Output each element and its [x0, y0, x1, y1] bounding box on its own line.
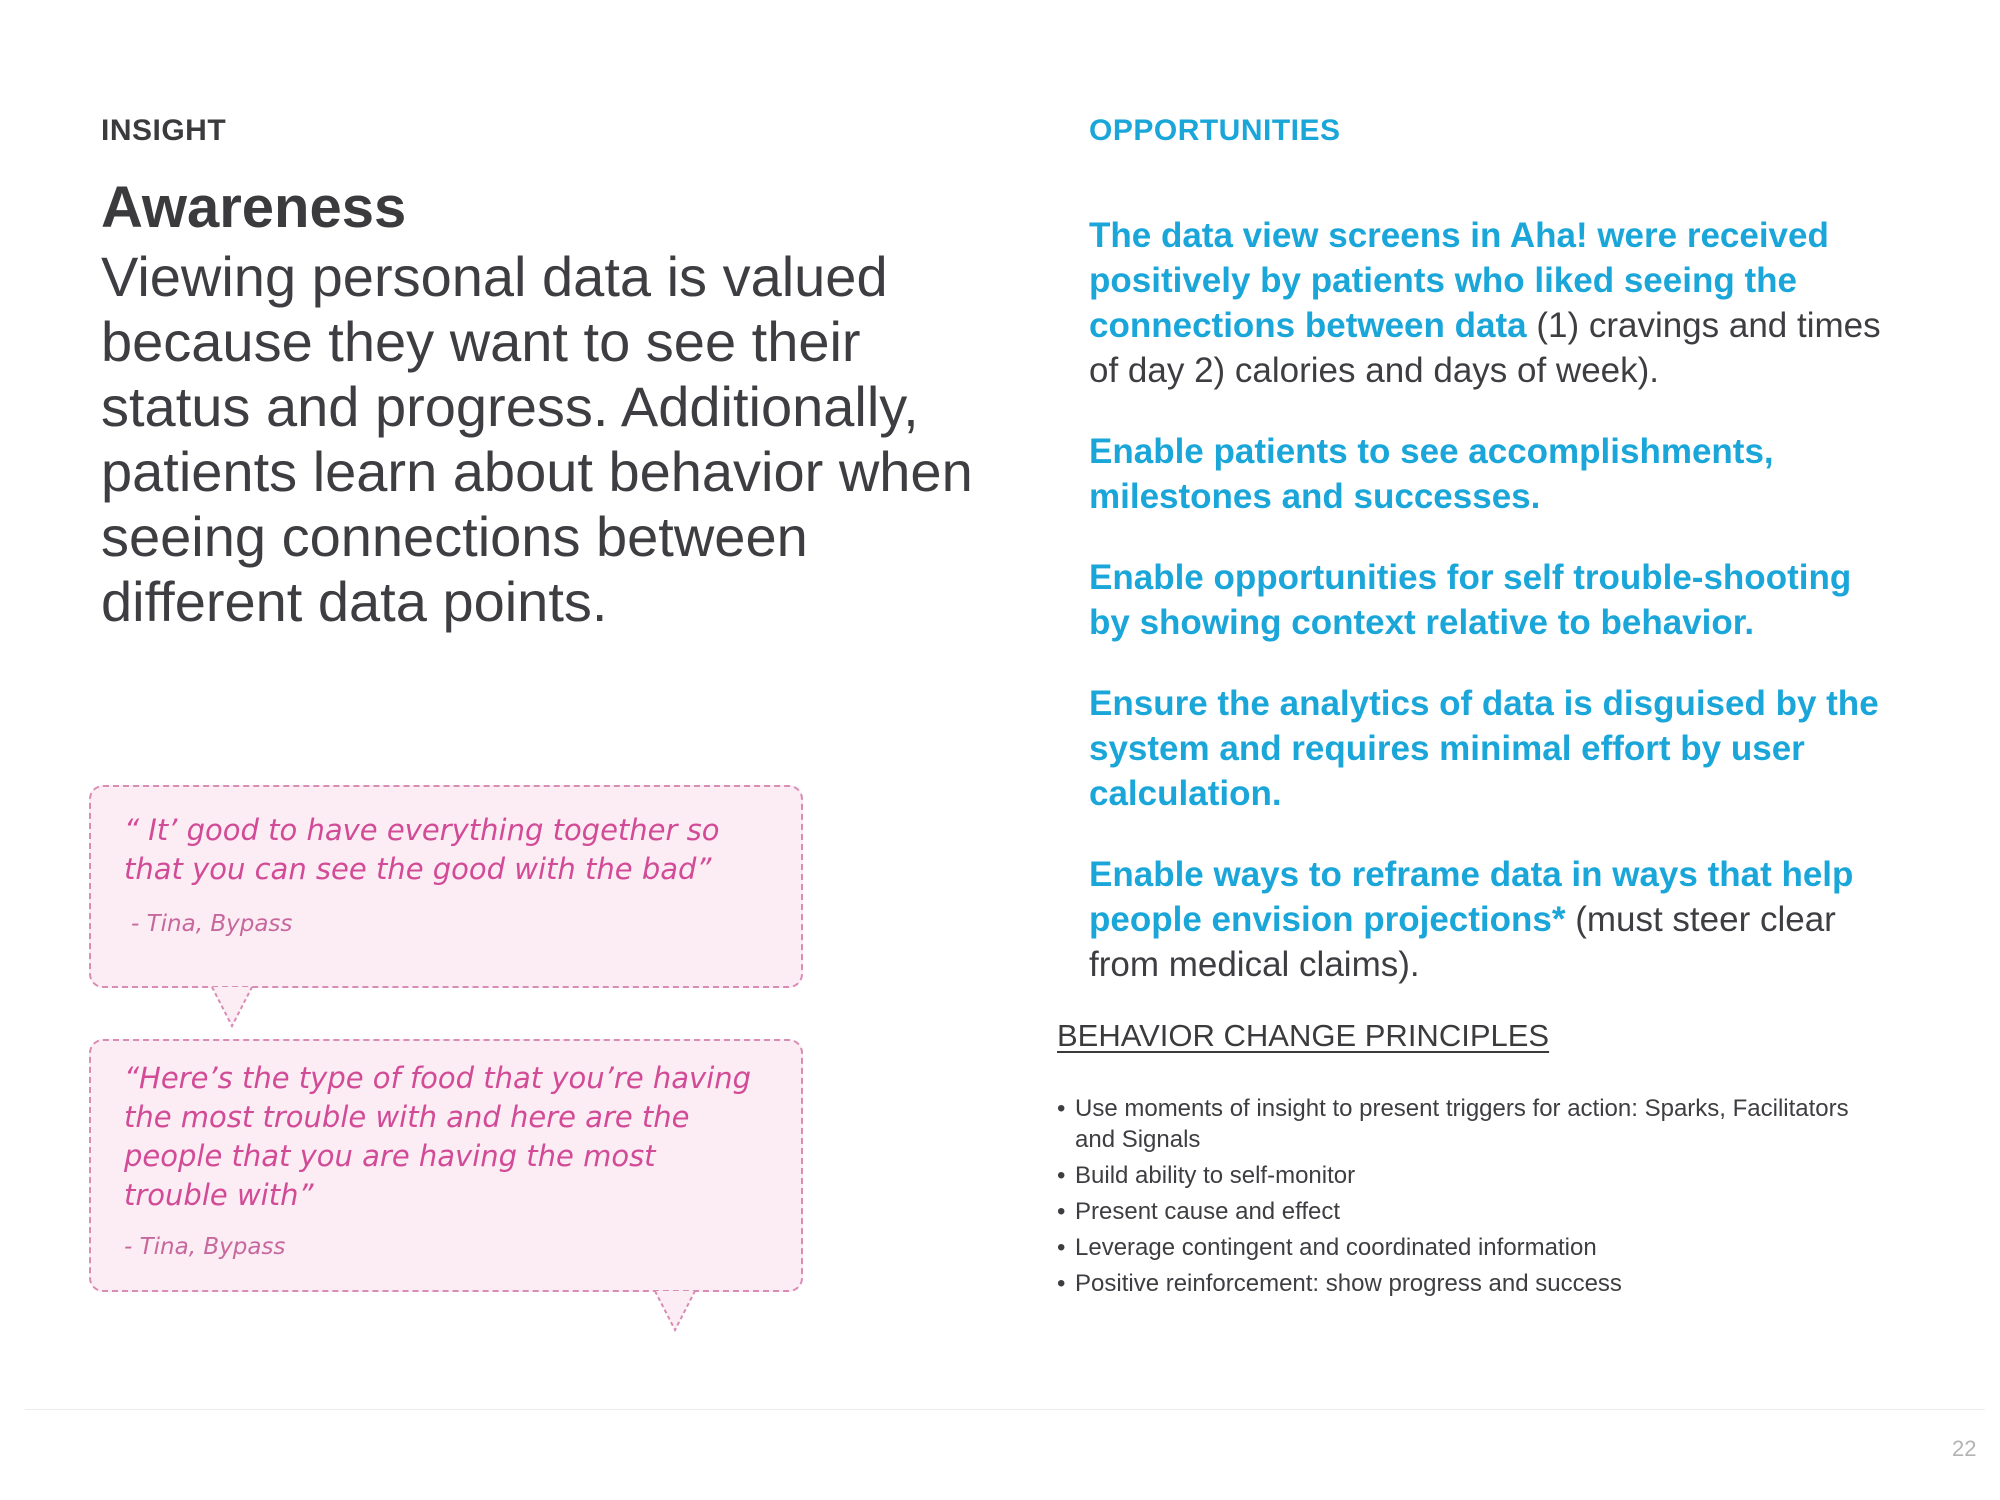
- speech-bubble-tail-2: [653, 1290, 697, 1332]
- quote-text-1: “ It’ good to have everything together so that you can see the good with the bad”: [124, 813, 720, 886]
- page-number: 22: [1952, 1436, 1977, 1461]
- speech-bubble-tail-1: [210, 986, 254, 1028]
- principle-item: • Leverage contingent and coordinated information: [1057, 1232, 1877, 1263]
- opportunity-item-1: [1089, 213, 1899, 393]
- opportunity-item-5: [1089, 852, 1899, 987]
- quote-bubble-2: [89, 1039, 803, 1292]
- insight-label: INSIGHT: [101, 114, 227, 147]
- quote-bubble-1: [89, 785, 803, 988]
- quote-attribution-2: - Tina, Bypass: [124, 1234, 286, 1260]
- insight-title: Awareness: [101, 175, 407, 240]
- opportunities-label: OPPORTUNITIES: [1089, 114, 1341, 147]
- principle-item: • Positive reinforcement: show progress and success: [1057, 1268, 1877, 1299]
- principles-list: [1057, 1093, 1877, 1304]
- opportunity-item-2: [1089, 429, 1899, 519]
- quote-text-2: “Here’s the type of food that you’re having the most trouble with and here are the people that you are having the most trouble with”: [124, 1061, 752, 1212]
- quote-attribution-1: - Tina, Bypass: [131, 911, 293, 937]
- footer-divider: [25, 1409, 1985, 1410]
- opportunity-highlight-3: Enable opportunities for self trouble-shooting by showing context relative to behavior.: [1089, 558, 1852, 642]
- principle-item: • Use moments of insight to present triggers for action: Sparks, Facilitators and Signals: [1057, 1093, 1877, 1155]
- opportunity-highlight-5: Enable ways to reframe data in ways that help people envision projections*: [1089, 855, 1854, 939]
- principle-item: • Build ability to self-monitor: [1057, 1160, 1877, 1191]
- opportunity-plain-5: (must steer clear from medical claims).: [1089, 900, 1836, 984]
- principles-heading: BEHAVIOR CHANGE PRINCIPLES: [1057, 1018, 1550, 1053]
- opportunity-item-4: [1089, 681, 1899, 816]
- principle-item: • Present cause and effect: [1057, 1196, 1877, 1227]
- opportunity-highlight-2: Enable patients to see accomplishments, milestones and successes.: [1089, 432, 1774, 516]
- insight-body: Viewing personal data is valued because they want to see their status and progress. Additionally, patients learn about behavior when seeing connections between different data points.: [101, 245, 973, 633]
- opportunity-item-3: [1089, 555, 1899, 645]
- opportunity-highlight-4: Ensure the analytics of data is disguised by the system and requires minimal effort by user calculation.: [1089, 684, 1879, 813]
- opportunity-highlight-1: The data view screens in Aha! were received positively by patients who liked seeing the connections between data: [1089, 216, 1829, 345]
- opportunity-plain-1: (1) cravings and times of day 2) calories and days of week).: [1089, 306, 1881, 390]
